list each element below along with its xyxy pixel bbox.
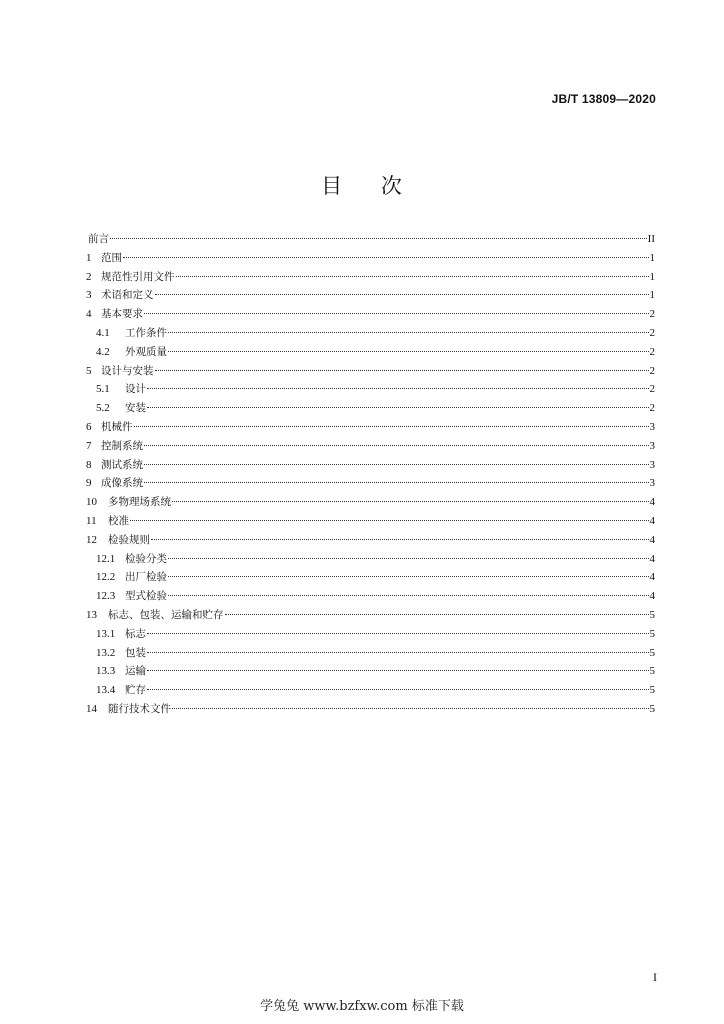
toc-entry[interactable] (86, 570, 655, 589)
toc-leader-dots (151, 538, 649, 540)
toc-entry-page: 1 (649, 270, 655, 283)
toc-entry-label: 工作条件 (125, 326, 167, 339)
toc-leader-dots (225, 613, 649, 615)
toc-entry-number: 4.2 (96, 345, 110, 358)
toc-entry-number: 5.2 (96, 402, 110, 415)
toc-entry[interactable] (86, 326, 655, 345)
toc-entry-number: 4.1 (96, 326, 110, 339)
toc-entry[interactable] (86, 608, 655, 627)
toc-entry-number: 12.1 (96, 552, 116, 565)
toc-entry-page: 4 (649, 571, 655, 584)
toc-entry-page: 4 (649, 496, 655, 509)
toc-entry[interactable] (86, 382, 655, 401)
toc-entry[interactable] (86, 364, 655, 383)
toc-entry[interactable] (86, 533, 655, 552)
toc-leader-dots (147, 632, 649, 634)
standard-code: JB/T 13809—2020 (551, 92, 656, 106)
toc-entry-label: 校准 (108, 514, 129, 527)
toc-entry[interactable] (86, 476, 655, 495)
toc-entry-number: 13.1 (96, 627, 116, 640)
toc-leader-dots (147, 651, 649, 653)
toc-entry[interactable] (86, 439, 655, 458)
toc-entry-number: 1 (86, 251, 92, 264)
toc-entry-label: 多物理场系统 (108, 496, 171, 509)
toc-leader-dots (168, 594, 649, 596)
toc-entry-page: 5 (649, 702, 655, 715)
toc-entry-number: 5.1 (96, 383, 110, 396)
toc-leader-dots (144, 481, 649, 483)
toc-entry-label: 运输 (125, 665, 146, 678)
toc-entry-label: 前言 (88, 233, 109, 245)
toc-leader-dots (144, 312, 649, 314)
toc-leader-dots (130, 519, 649, 521)
toc-entry[interactable] (86, 702, 655, 721)
toc-entry-label: 标志 (125, 627, 146, 640)
toc-entry-label: 安装 (125, 402, 146, 415)
toc-entry-page: 3 (649, 420, 655, 433)
toc-leader-dots (147, 669, 649, 671)
toc-leader-dots (147, 387, 649, 389)
page-title: 目 次 (321, 174, 403, 198)
toc-entry[interactable] (86, 514, 655, 533)
toc-entry-number: 2 (86, 270, 92, 283)
toc-leader-dots (168, 331, 649, 333)
toc-entry-page: 4 (649, 514, 655, 527)
toc-entry-label: 设计与安装 (101, 364, 154, 377)
toc-entry-number: 3 (86, 289, 92, 302)
toc-entry-page: 4 (649, 552, 655, 565)
toc-entry[interactable] (86, 307, 655, 326)
toc-entry-page: 2 (649, 308, 655, 321)
toc-entry-page: 4 (649, 590, 655, 603)
toc-entry-number: 13.4 (96, 684, 116, 697)
toc-leader-dots (110, 237, 647, 239)
toc-entry-number: 5 (86, 364, 92, 377)
toc-entry-number: 13.2 (96, 646, 116, 659)
toc-leader-dots (155, 369, 649, 371)
toc-entry-page: 3 (649, 458, 655, 471)
toc-entry-page: 3 (649, 477, 655, 490)
toc-leader-dots (168, 557, 649, 559)
toc-entry-page: II (647, 233, 655, 245)
toc-entry-label: 外观质量 (125, 345, 167, 358)
toc-entry-label: 型式检验 (125, 590, 167, 603)
toc-entry-number: 12 (86, 533, 97, 546)
toc-entry[interactable] (86, 270, 655, 289)
toc-entry-label: 规范性引用文件 (101, 270, 175, 283)
toc-entry-page: 1 (649, 251, 655, 264)
toc-entry-number: 12.2 (96, 571, 116, 584)
toc-entry-label: 检验规则 (108, 533, 150, 546)
toc-leader-dots (168, 575, 649, 577)
toc-entry[interactable] (86, 251, 655, 270)
toc-entry-label: 检验分类 (125, 552, 167, 565)
toc-entry[interactable] (86, 683, 655, 702)
toc-entry-label: 术语和定义 (101, 289, 154, 302)
toc-entry-label: 包装 (125, 646, 146, 659)
toc-entry-number: 9 (86, 477, 92, 490)
toc-entry[interactable] (86, 627, 655, 646)
toc-entry[interactable] (86, 401, 655, 420)
toc-entry-label: 出厂检验 (125, 571, 167, 584)
toc-leader-dots (147, 406, 649, 408)
toc-entry-page: 5 (649, 608, 655, 621)
page-number: I (653, 970, 657, 984)
table-of-contents (86, 232, 655, 721)
toc-entry-label: 成像系统 (101, 477, 143, 490)
toc-entry[interactable] (86, 232, 655, 251)
toc-entry-label: 机械件 (101, 420, 133, 433)
toc-entry-label: 基本要求 (101, 308, 143, 321)
toc-entry[interactable] (86, 495, 655, 514)
toc-entry-page: 4 (649, 533, 655, 546)
toc-entry[interactable] (86, 288, 655, 307)
toc-entry-number: 11 (86, 514, 97, 527)
toc-leader-dots (176, 275, 649, 277)
toc-entry-label: 范围 (101, 251, 122, 264)
toc-entry-number: 6 (86, 420, 92, 433)
toc-entry-label: 测试系统 (101, 458, 143, 471)
toc-entry-page: 5 (649, 646, 655, 659)
toc-entry-page: 5 (649, 665, 655, 678)
toc-entry-label: 设计 (125, 383, 146, 396)
toc-leader-dots (123, 256, 649, 258)
toc-entry-label: 控制系统 (101, 439, 143, 452)
toc-leader-dots (155, 293, 649, 295)
toc-entry-label: 随行技术文件 (108, 702, 171, 715)
toc-entry-page: 5 (649, 627, 655, 640)
toc-entry-page: 5 (649, 684, 655, 697)
toc-entry-number: 7 (86, 439, 92, 452)
toc-entry-number: 8 (86, 458, 92, 471)
toc-entry-number: 13.3 (96, 665, 116, 678)
toc-entry-number: 14 (86, 702, 97, 715)
toc-leader-dots (144, 463, 649, 465)
toc-leader-dots (172, 500, 649, 502)
toc-entry[interactable] (86, 420, 655, 439)
toc-entry[interactable] (86, 646, 655, 665)
toc-entry-page: 3 (649, 439, 655, 452)
toc-leader-dots (147, 688, 649, 690)
toc-entry-number: 13 (86, 608, 97, 621)
toc-entry-page: 2 (649, 326, 655, 339)
toc-leader-dots (144, 444, 649, 446)
toc-entry-number: 4 (86, 308, 92, 321)
toc-entry-page: 2 (649, 364, 655, 377)
toc-entry-page: 2 (649, 383, 655, 396)
toc-entry-page: 2 (649, 402, 655, 415)
toc-leader-dots (172, 707, 649, 709)
toc-entry-label: 贮存 (125, 684, 146, 697)
toc-entry-page: 2 (649, 345, 655, 358)
toc-leader-dots (134, 425, 649, 427)
toc-entry-number: 12.3 (96, 590, 116, 603)
toc-entry-page: 1 (649, 289, 655, 302)
toc-leader-dots (168, 350, 649, 352)
toc-entry[interactable] (86, 664, 655, 683)
toc-entry[interactable] (86, 589, 655, 608)
footer-watermark: 学兔兔 www.bzfxw.com 标准下载 (260, 999, 464, 1014)
toc-entry-number: 10 (86, 496, 97, 509)
toc-entry-label: 标志、包装、运输和贮存 (108, 608, 224, 621)
toc-entry[interactable] (86, 552, 655, 571)
toc-entry[interactable] (86, 345, 655, 364)
toc-entry[interactable] (86, 458, 655, 477)
